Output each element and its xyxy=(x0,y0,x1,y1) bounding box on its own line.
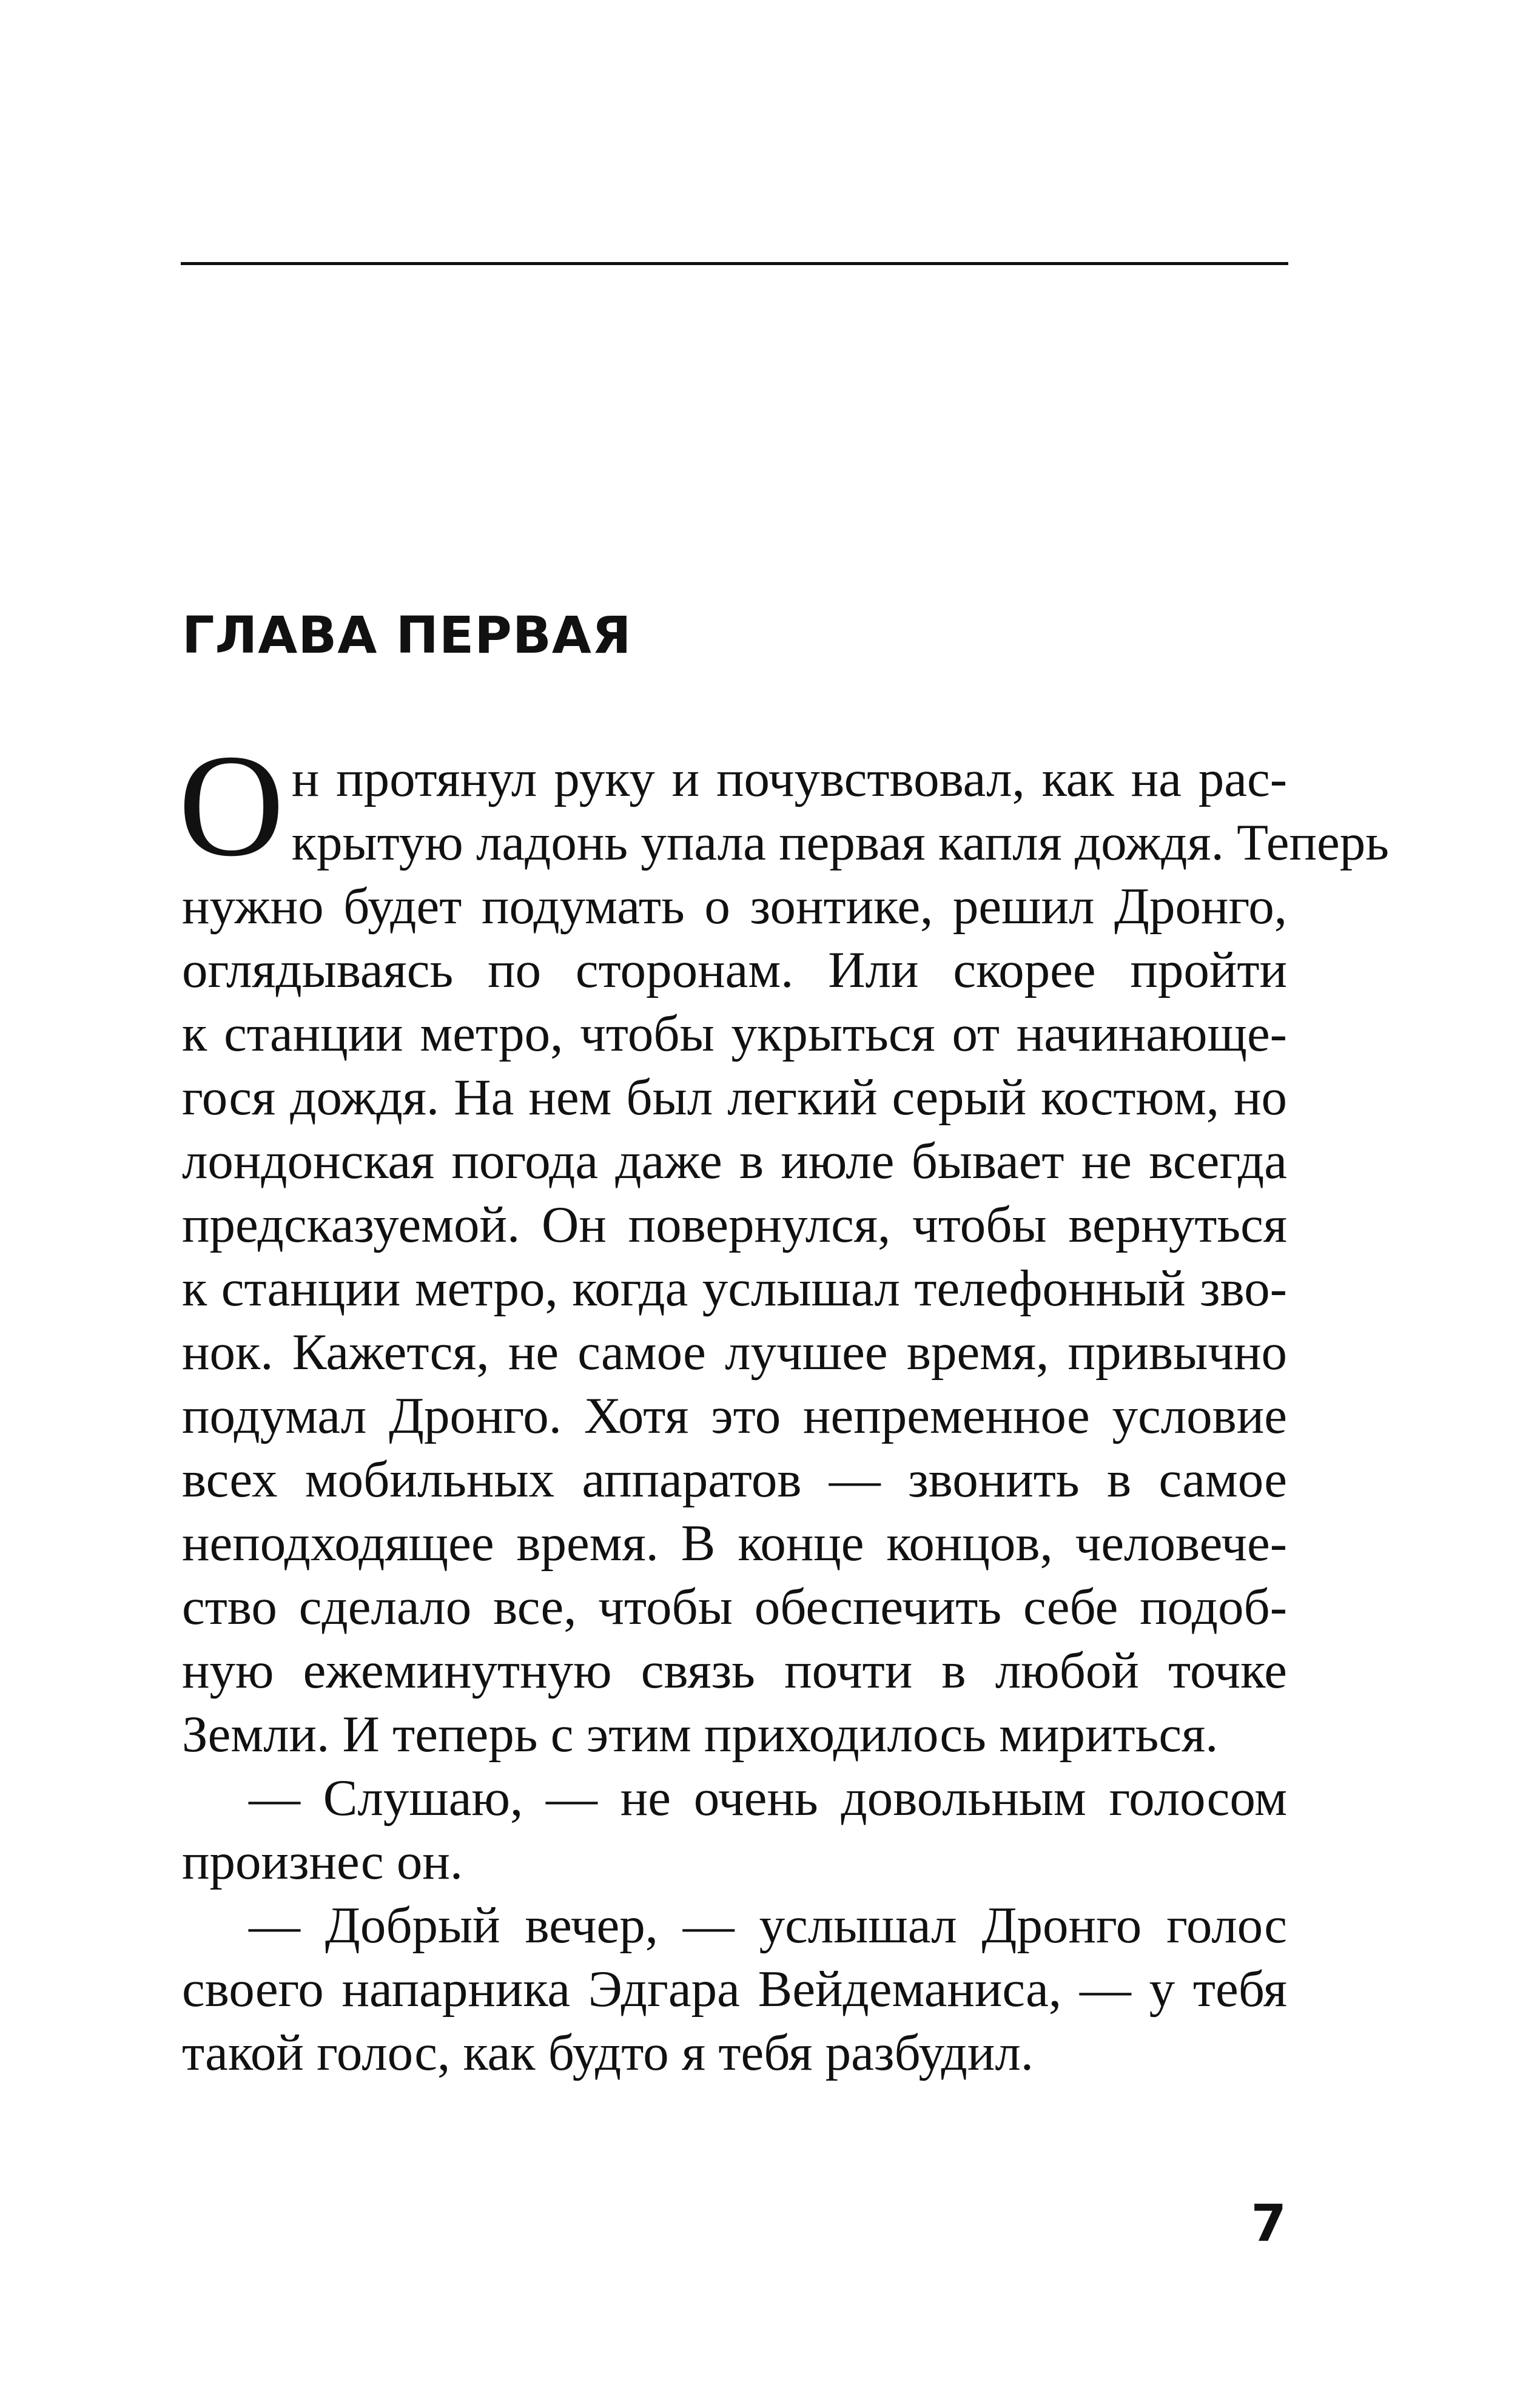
drop-cap: О xyxy=(178,724,284,887)
text-line: крытую ладонь упала первая капля дождя. Теперь xyxy=(291,814,1389,871)
text-line: к станции метро, когда услышал телефонный зво- xyxy=(182,1260,1287,1317)
text-line: всех мобильных аппаратов — звонить в самое xyxy=(182,1451,1287,1508)
text-line: подумал Дронго. Хотя это непременное условие xyxy=(182,1387,1287,1444)
text-line: Земли. И теперь с этим приходилось мириться. xyxy=(182,1706,1219,1763)
text-line: нок. Кажется, не самое лучшее время, привычно xyxy=(182,1324,1287,1381)
dialogue-line: — Добрый вечер, — услышал Дронго голос xyxy=(249,1897,1287,1954)
text-line: произнес он. xyxy=(182,1833,463,1890)
text-line: ство сделало все, чтобы обеспечить себе подоб- xyxy=(182,1578,1287,1635)
text-line: гося дождя. На нем был легкий серый костюм, но xyxy=(182,1069,1287,1126)
text-line: предсказуемой. Он повернулся, чтобы вернуться xyxy=(182,1196,1287,1253)
text-line: такой голос, как будто я тебя разбудил. xyxy=(182,2024,1034,2081)
text-line: неподходящее время. В конце концов, человече- xyxy=(182,1515,1287,1572)
chapter-body xyxy=(178,724,1389,2085)
text-line: оглядываясь по сторонам. Или скорее пройти xyxy=(182,941,1287,998)
chapter-title: ГЛАВА ПЕРВАЯ xyxy=(182,605,632,665)
text-line: н протянул руку и почувствовал, как на рас- xyxy=(291,750,1287,807)
dialogue-line: — Слушаю, — не очень довольным голосом xyxy=(249,1769,1287,1826)
text-line: своего напарника Эдгара Вейдеманиса, — у тебя xyxy=(182,1961,1287,2018)
page-number: 7 xyxy=(1251,2193,1286,2253)
text-line: ную ежеминутную связь почти в любой точке xyxy=(182,1642,1287,1699)
text-line: нужно будет подумать о зонтике, решил Дронго, xyxy=(182,878,1287,935)
text-line: к станции метро, чтобы укрыться от начинающе- xyxy=(182,1005,1287,1062)
text-line: лондонская погода даже в июле бывает не всегда xyxy=(182,1133,1287,1190)
top-rule xyxy=(181,262,1288,265)
